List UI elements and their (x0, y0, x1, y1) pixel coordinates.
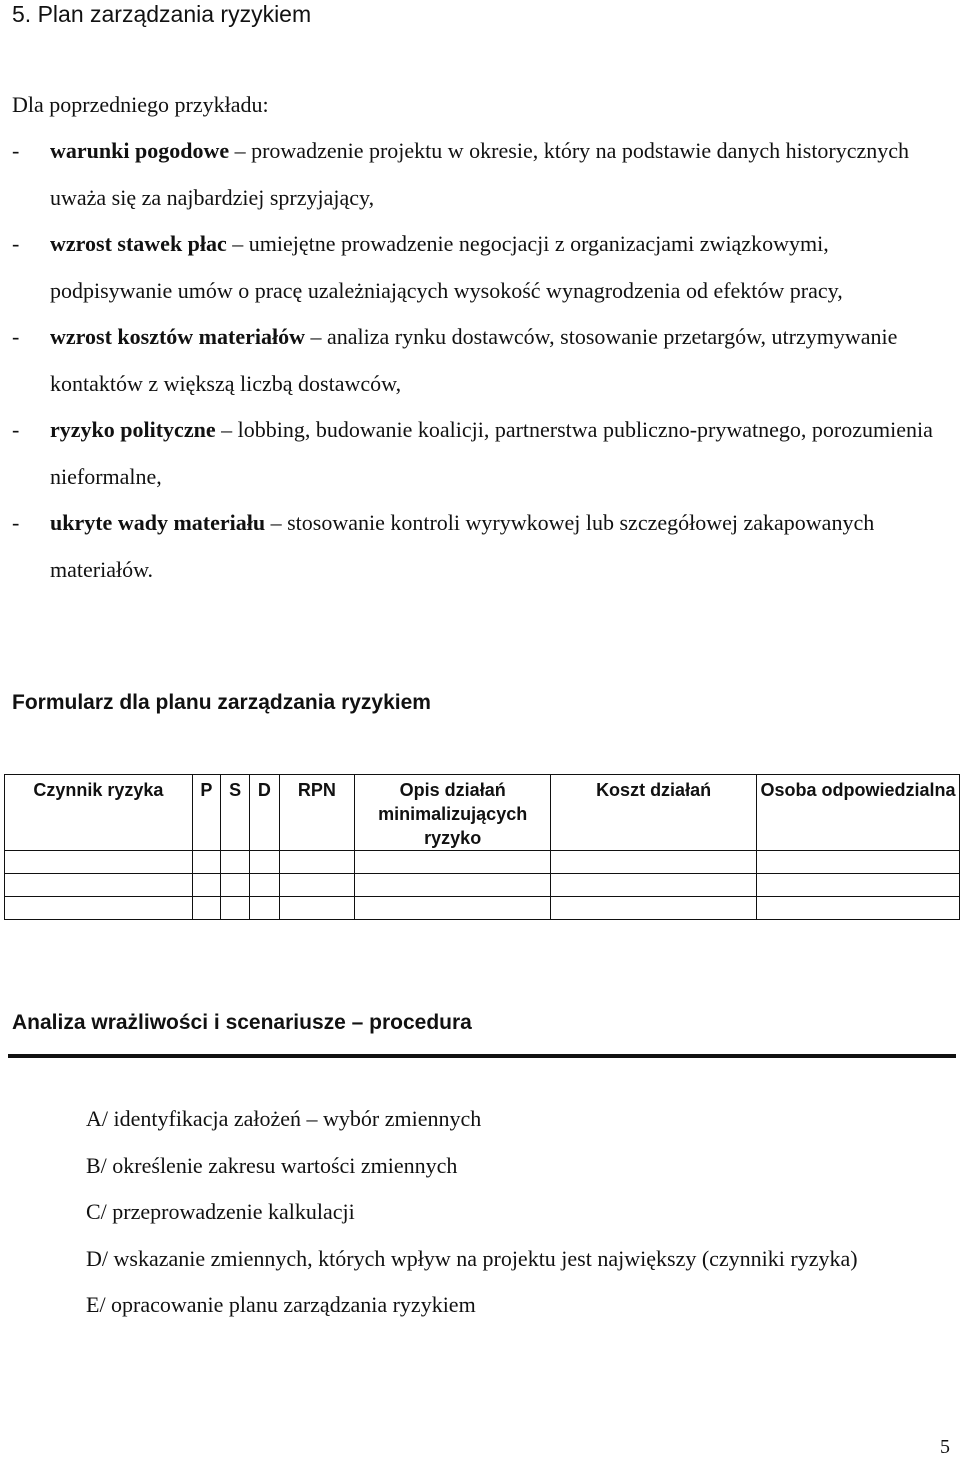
table-cell (551, 851, 757, 874)
risk-plan-table (4, 774, 960, 920)
table-cell (279, 851, 355, 874)
table-cell (355, 874, 551, 897)
risk-term: ukryte wady materiału (50, 510, 266, 535)
table-cell (551, 874, 757, 897)
analysis-heading: Analiza wrażliwości i scenariusze – procedura (12, 1011, 472, 1034)
column-header: Opis działań minimalizujących ryzyko (355, 775, 551, 851)
table-cell (5, 851, 193, 874)
table-cell (192, 897, 220, 920)
table-cell (355, 897, 551, 920)
table-cell (757, 874, 960, 897)
column-header: RPN (279, 775, 355, 851)
bullet-dash: - (12, 417, 20, 442)
risk-term: wzrost kosztów materiałów (50, 324, 305, 349)
bullet-dash: - (12, 510, 20, 535)
procedure-steps (86, 1096, 956, 1329)
risk-term: ryzyko polityczne (50, 417, 216, 442)
table-cell (355, 851, 551, 874)
risk-description: – lobbing, budowanie koalicji, partnerstwa publiczno-prywatnego, porozumienia nieformalne, (50, 417, 933, 489)
list-item: E/ opracowanie planu zarządzania ryzykiem (86, 1292, 476, 1317)
table-cell (279, 874, 355, 897)
table-cell (5, 874, 193, 897)
risk-term: wzrost stawek płac (50, 231, 227, 256)
column-header: Koszt działań (551, 775, 757, 851)
list-item (12, 314, 952, 407)
mitigation-list (12, 128, 952, 593)
form-heading: Formularz dla planu zarządzania ryzykiem (12, 691, 431, 714)
table-row (5, 851, 960, 874)
list-item (12, 128, 952, 221)
column-header: D (250, 775, 279, 851)
bullet-dash: - (12, 231, 20, 256)
list-item (12, 221, 952, 314)
table-cell (192, 874, 220, 897)
risk-description: – umiejętne prowadzenie negocjacji z organizacjami związkowymi, podpisywanie umów o pracę uzależniających wysokość wynagrodzenia od efektów pracy, (50, 231, 843, 303)
table-cell (5, 897, 193, 920)
table-cell (250, 851, 279, 874)
risk-description: – prowadzenie projektu w okresie, który na podstawie danych historycznych uważa się za najbardziej sprzyjający, (50, 138, 910, 210)
table-cell (279, 897, 355, 920)
table-cell (757, 851, 960, 874)
list-item: D/ wskazanie zmiennych, których wpływ na projektu jest największy (czynniki ryzyka) (86, 1245, 858, 1271)
risk-description: – stosowanie kontroli wyrywkowej lub szczegółowej zakapowanych materiałów. (50, 510, 875, 582)
column-header: S (221, 775, 250, 851)
table-cell (221, 851, 250, 874)
list-item (12, 407, 952, 500)
table-cell (221, 897, 250, 920)
list-item: C/ przeprowadzenie kalkulacji (86, 1199, 355, 1224)
intro-text: Dla poprzedniego przykładu: (12, 92, 269, 117)
table-cell (551, 897, 757, 920)
page-number: 5 (940, 1436, 950, 1458)
risk-term: warunki pogodowe (50, 138, 230, 163)
bullet-dash: - (12, 138, 20, 163)
bullet-dash: - (12, 324, 20, 349)
table-cell (221, 874, 250, 897)
table-cell (757, 897, 960, 920)
table-cell (192, 851, 220, 874)
column-header: P (192, 775, 220, 851)
table-cell (250, 874, 279, 897)
column-header: Czynnik ryzyka (5, 775, 193, 851)
table-header-row (5, 775, 960, 851)
table-cell (250, 897, 279, 920)
table-row (5, 897, 960, 920)
column-header: Osoba odpowiedzialna (757, 775, 960, 851)
heading-divider (8, 1054, 956, 1058)
list-item (12, 500, 952, 593)
list-item: A/ identyfikacja założeń – wybór zmiennych (86, 1106, 482, 1131)
list-item: B/ określenie zakresu wartości zmiennych (86, 1152, 458, 1178)
section-title: 5. Plan zarządzania ryzykiem (12, 1, 312, 27)
risk-description: – analiza rynku dostawców, stosowanie przetargów, utrzymywanie kontaktów z większą liczbą dostawców, (50, 324, 898, 396)
table-row (5, 874, 960, 897)
